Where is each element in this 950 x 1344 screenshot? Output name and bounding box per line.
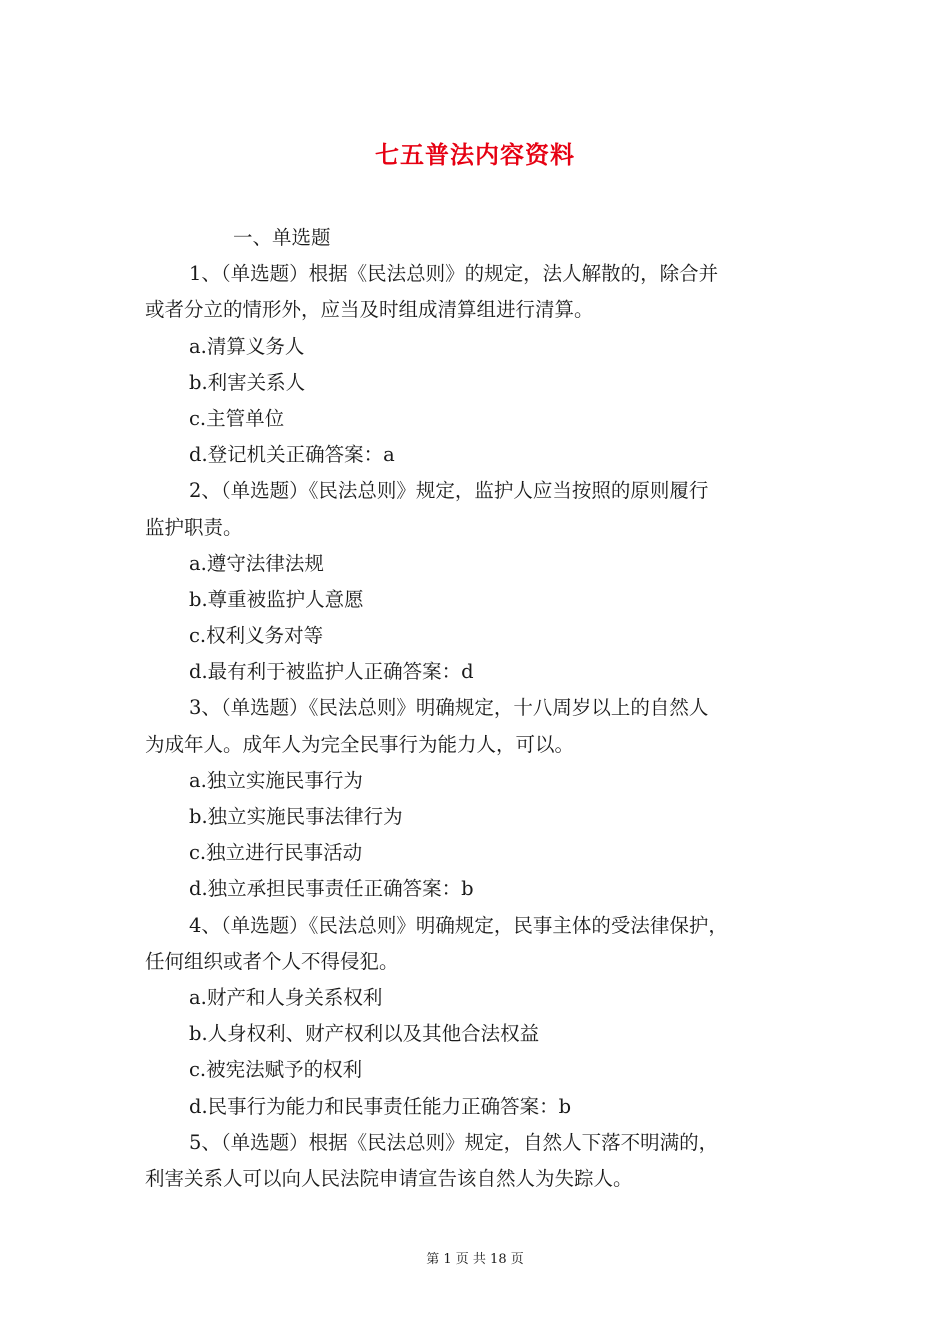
question-3-line-1: 3、（单选题）《民法总则》明确规定，十八周岁以上的自然人: [189, 696, 709, 720]
question-1-option-b: b.利害关系人: [189, 370, 306, 394]
page-title: 七五普法内容资料: [375, 140, 575, 169]
question-1-option-d: d.登记机关正确答案：a: [189, 443, 395, 467]
question-2-option-c: c.权利义务对等: [189, 624, 324, 648]
question-3-option-b: b.独立实施民事法律行为: [189, 805, 403, 828]
question-5-line-2: 利害关系人可以向人民法院申请宣告该自然人为失踪人。: [145, 1166, 633, 1190]
question-4-option-b: b.人身权利、财产权利以及其他合法权益: [189, 1022, 540, 1046]
document-body: [145, 220, 815, 1197]
question-4-line-2: 任何组织或者个人不得侵犯。: [145, 949, 399, 973]
question-1-line-1: 1、（单选题）根据《民法总则》的规定，法人解散的，除合并: [189, 262, 719, 286]
question-2-line-1: 2、（单选题）《民法总则》规定，监护人应当按照的原则履行: [189, 479, 709, 503]
question-3-line-2: 为成年人。成年人为完全民事行为能力人，可以。: [145, 732, 575, 756]
page-number-footer: 第 1 页 共 18 页: [426, 1252, 524, 1267]
question-3-option-a: a.独立实施民事行为: [189, 768, 363, 792]
question-2-option-a: a.遵守法律法规: [189, 551, 324, 575]
question-1-option-c: c.主管单位: [189, 406, 285, 430]
question-4-option-d: d.民事行为能力和民事责任能力正确答案：b: [189, 1094, 572, 1118]
question-2-option-d: d.最有利于被监护人正确答案：d: [189, 660, 474, 684]
question-3-option-c: c.独立进行民事活动: [189, 841, 363, 865]
question-5-line-1: 5、（单选题）根据《民法总则》规定，自然人下落不明满的，: [189, 1130, 719, 1154]
question-4-line-1: 4、（单选题）《民法总则》明确规定，民事主体的受法律保护，: [189, 913, 728, 937]
question-1-option-a: a.清算义务人: [189, 334, 305, 358]
question-2-option-b: b.尊重被监护人意愿: [189, 587, 364, 611]
question-4-option-a: a.财产和人身关系权利: [189, 985, 383, 1009]
question-4-option-c: c.被宪法赋予的权利: [189, 1058, 363, 1082]
section-heading: 一、单选题: [233, 226, 331, 249]
question-1-line-2: 或者分立的情形外，应当及时组成清算组进行清算。: [145, 298, 594, 322]
question-2-line-2: 监护职责。: [145, 515, 243, 539]
question-3-option-d: d.独立承担民事责任正确答案：b: [189, 877, 474, 901]
